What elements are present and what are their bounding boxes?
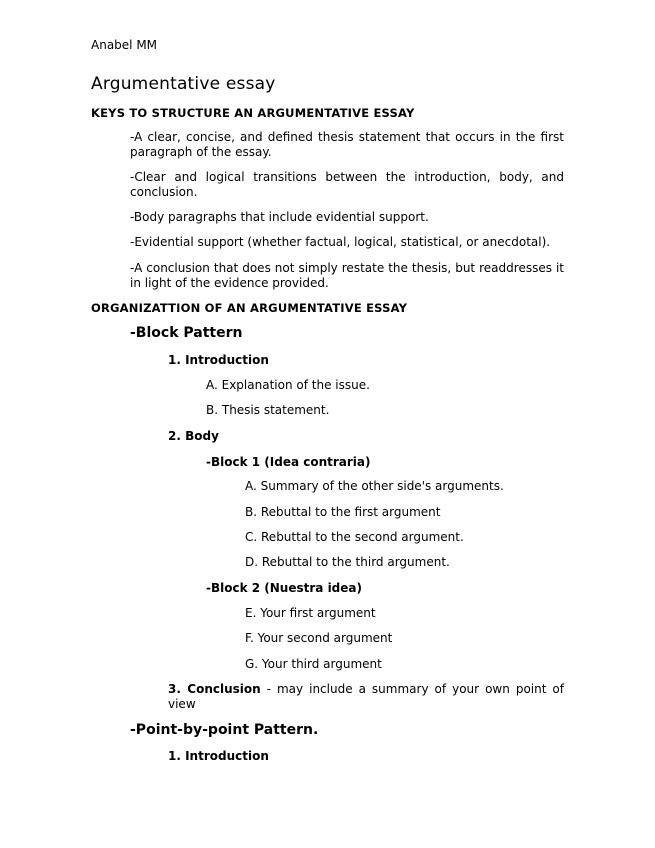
organization-heading: ORGANIZATTION OF AN ARGUMENTATIVE ESSAY <box>91 301 408 315</box>
block1-item: B. Rebuttal to the first argument <box>245 505 441 519</box>
conclusion-paragraph <box>168 682 564 712</box>
author-name: Anabel MM <box>91 38 158 52</box>
block1-item: A. Summary of the other side's arguments. <box>245 479 504 493</box>
block2-item: F. Your second argument <box>245 631 393 645</box>
introduction-item: B. Thesis statement. <box>206 403 330 417</box>
block1-item: C. Rebuttal to the second argument. <box>245 530 464 544</box>
block-pattern-title: -Block Pattern <box>130 325 243 341</box>
body-title: 2. Body <box>168 429 219 443</box>
block2-item: E. Your first argument <box>245 606 376 620</box>
keys-heading: KEYS TO STRUCTURE AN ARGUMENTATIVE ESSAY <box>91 106 415 120</box>
block2-item: G. Your third argument <box>245 657 382 671</box>
keys-item: -A conclusion that does not simply restate the thesis, but readdresses it in light of the evidence provided. <box>130 261 564 290</box>
point-pattern-title: -Point-by-point Pattern. <box>130 722 319 738</box>
conclusion-title: 3. Conclusion <box>168 682 261 696</box>
block2-title: -Block 2 (Nuestra idea) <box>206 581 362 595</box>
point-introduction-title: 1. Introduction <box>168 749 269 763</box>
keys-item: -Clear and logical transitions between the introduction, body, and conclusion. <box>130 170 564 199</box>
introduction-item: A. Explanation of the issue. <box>206 378 370 392</box>
block-introduction-title: 1. Introduction <box>168 353 269 367</box>
keys-item: -Body paragraphs that include evidential support. <box>130 210 429 224</box>
block1-title: -Block 1 (Idea contraria) <box>206 455 371 469</box>
conclusion-text: - may include a summary of your own point of view <box>168 682 564 711</box>
block1-item: D. Rebuttal to the third argument. <box>245 555 450 569</box>
page-title: Argumentative essay <box>91 74 276 94</box>
keys-item: -Evidential support (whether factual, logical, statistical, or anecdotal). <box>130 235 551 249</box>
keys-item: -A clear, concise, and defined thesis statement that occurs in the first paragraph of the essay. <box>130 130 564 159</box>
